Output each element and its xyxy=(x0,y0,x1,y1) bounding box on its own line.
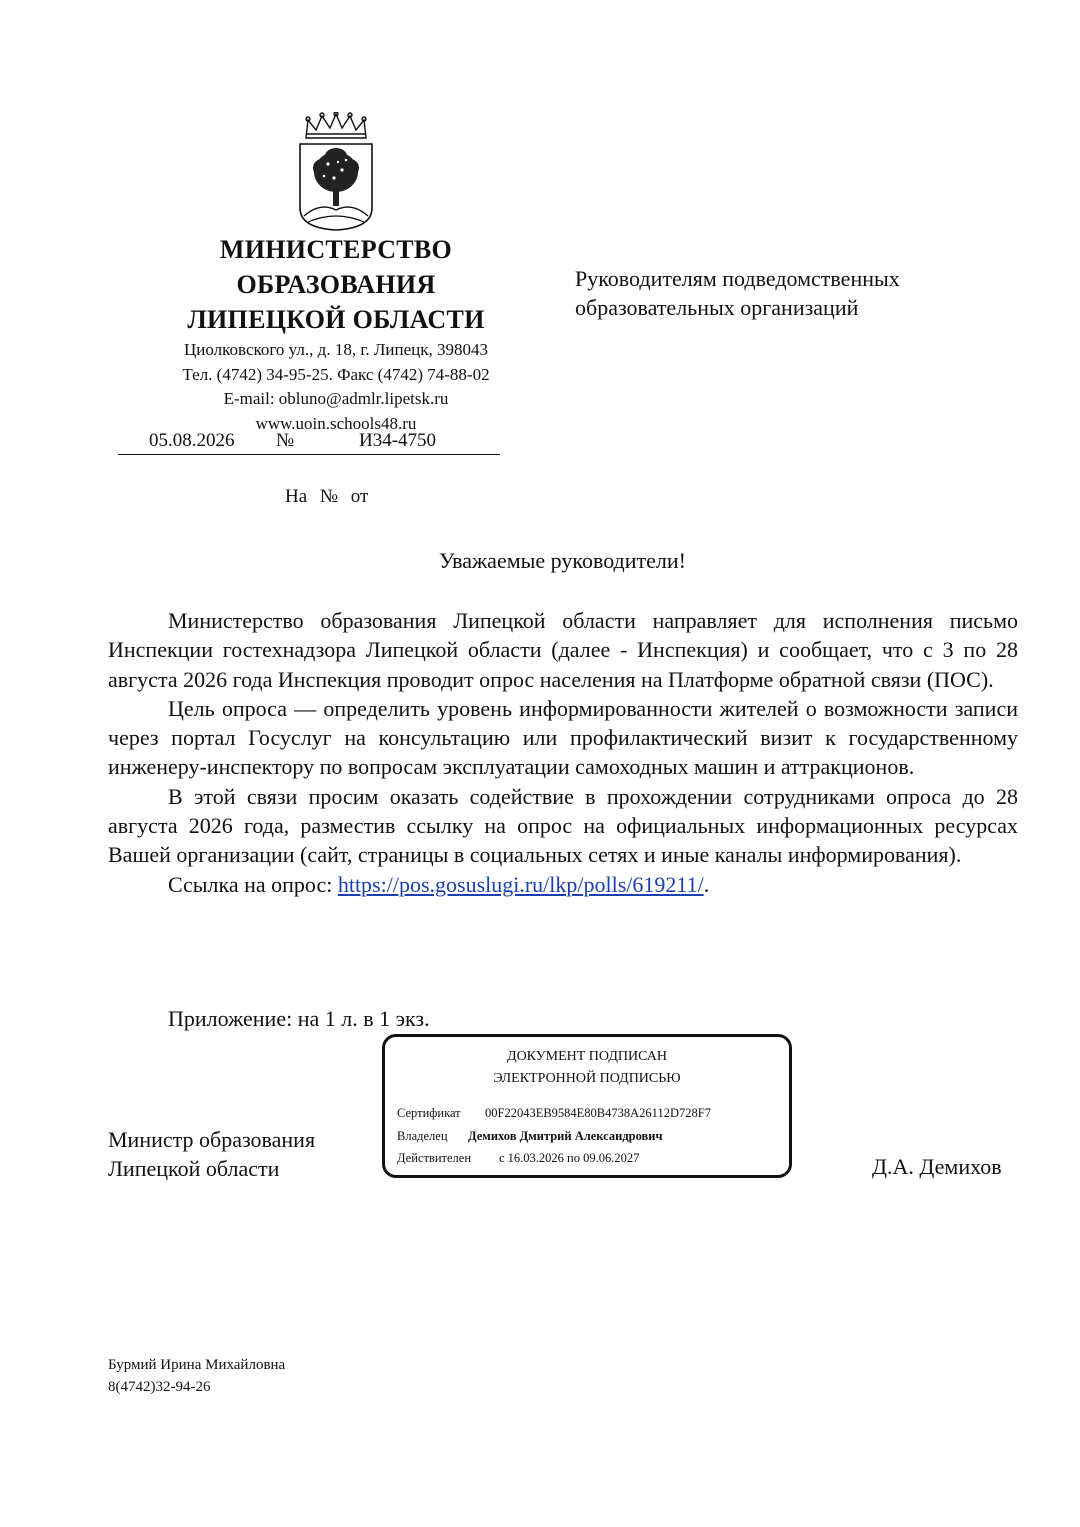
executor-block xyxy=(108,1354,285,1398)
org-phone: Тел. (4742) 34-95-25. Факс (4742) 74-88-02 xyxy=(182,364,490,384)
body-paragraph-2: Цель опроса — определить уровень информированности жителей о возможности записи через портал Госуслуг на консультацию или профилактический визит к государственному инженеру-инспектору по вопросам эксплуатации самоходных машин и аттракционов. xyxy=(108,695,1018,780)
org-address: Циолковского ул., д. 18, г. Липецк, 398043 xyxy=(183,340,489,359)
recipient-line-2: образовательных организаций xyxy=(575,295,859,320)
stamp-line-1: ДОКУМЕНТ ПОДПИСАН xyxy=(507,1049,667,1064)
registration-number-sign: № xyxy=(276,430,295,451)
executor-name: Бурмий Ирина Михайловна xyxy=(108,1357,286,1373)
survey-link[interactable]: https://pos.gosuslugi.ru/lkp/polls/619211/ xyxy=(337,871,704,897)
recipient-block xyxy=(575,264,900,322)
survey-link-paragraph xyxy=(108,870,1018,899)
org-title-line-1: МИНИСТЕРСТВО xyxy=(219,235,453,264)
stamp-owner-label: Владелец xyxy=(397,1129,448,1143)
electronic-signature-stamp xyxy=(382,1034,792,1178)
signer-name: Д.А. Демихов xyxy=(872,1154,1002,1179)
org-email: E-mail: obluno@admlr.lipetsk.ru xyxy=(223,389,449,408)
registration-date: 05.08.2026 xyxy=(149,430,235,451)
stamp-certificate-label: Сертификат xyxy=(397,1106,461,1120)
org-title-line-2: ОБРАЗОВАНИЯ xyxy=(236,270,436,299)
registration-line xyxy=(118,430,500,455)
organization-contacts xyxy=(150,338,522,436)
stamp-certificate-value: 00F22043EB9584E80B4738A26112D728F7 xyxy=(485,1106,711,1120)
recipient-line-1: Руководителям подведомственных xyxy=(575,266,900,291)
attachment-note: Приложение: на 1 л. в 1 экз. xyxy=(168,1006,430,1031)
stamp-validity-row xyxy=(397,1151,640,1166)
reference-line: На № от xyxy=(285,486,369,507)
organization-title xyxy=(150,232,522,337)
registration-number: И34-4750 xyxy=(359,430,437,451)
survey-link-prefix: Ссылка на опрос: xyxy=(168,871,338,897)
signer-position-line-2: Липецкой области xyxy=(108,1156,280,1181)
coat-of-arms-emblem xyxy=(298,112,374,232)
signer-position-line-1: Министр образования xyxy=(108,1127,316,1152)
stamp-owner-row xyxy=(397,1129,663,1144)
body-paragraph-3: В этой связи просим оказать содействие в прохождении сотрудниками опроса до 28 августа 2026 года, разместив ссылку на опрос на официальных информационных ресурсах Вашей организации (сайт, страницы в социальных сетях и иные каналы информирования). xyxy=(108,783,1018,868)
org-website: www.uoin.schools48.ru xyxy=(255,413,417,433)
stamp-certificate-row xyxy=(397,1106,711,1121)
stamp-owner-value: Демихов Дмитрий Александрович xyxy=(468,1129,663,1143)
stamp-validity-value: с 16.03.2026 по 09.06.2027 xyxy=(499,1151,640,1165)
body-paragraph-1: Министерство образования Липецкой области направляет для исполнения письмо Инспекции гостехнадзора Липецкой области (далее - Инспекция) и сообщает, что с 3 по 28 августа 2026 года Инспекция проводит опрос населения на Платформе обратной связи (ПОС). xyxy=(108,608,1018,692)
greeting: Уважаемые руководители! xyxy=(439,548,686,573)
signer-position xyxy=(108,1125,315,1183)
executor-phone: 8(4742)32-94-26 xyxy=(108,1379,211,1395)
org-title-line-3: ЛИПЕЦКОЙ ОБЛАСТИ xyxy=(187,305,485,334)
stamp-header xyxy=(385,1046,789,1090)
stamp-line-2: ЭЛЕКТРОННОЙ ПОДПИСЬЮ xyxy=(493,1071,681,1086)
letter-body xyxy=(108,606,1018,899)
stamp-validity-label: Действителен xyxy=(397,1151,472,1165)
survey-link-suffix: . xyxy=(703,871,710,897)
